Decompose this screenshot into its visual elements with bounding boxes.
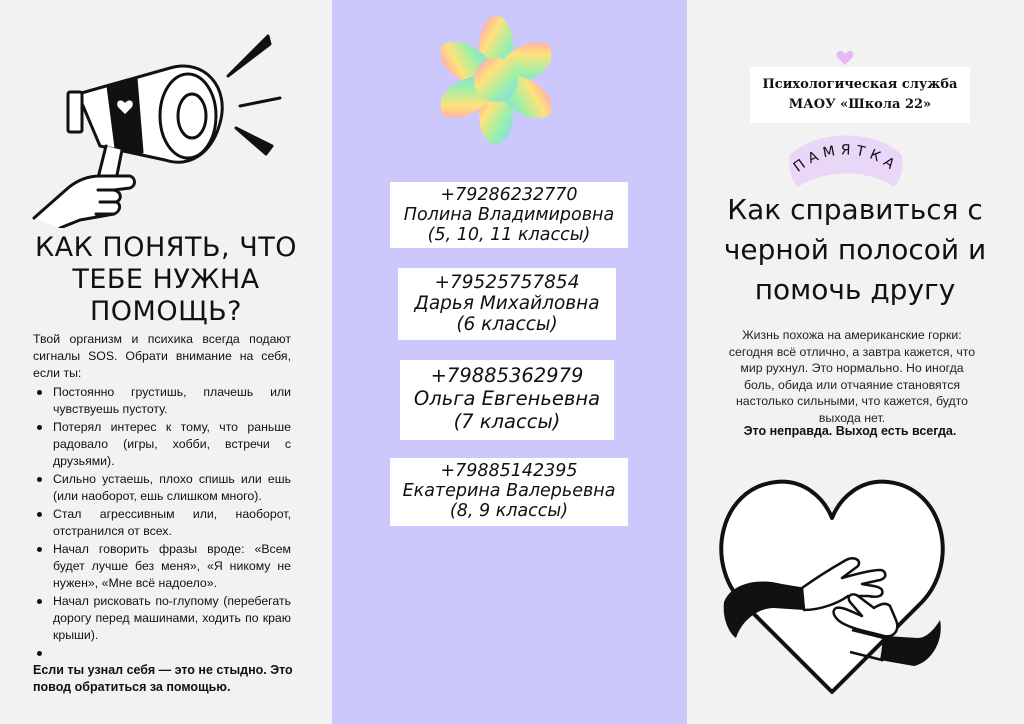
contact-name: Екатерина Валерьевна [402, 481, 616, 501]
list-item: Стал агрессивным или, наоборот, отстранился от всех. [33, 506, 291, 540]
list-item-empty [33, 645, 291, 662]
list-item: Сильно устаешь, плохо спишь или ешь (или наоборот, ешь слишком много). [33, 471, 291, 505]
list-item: Начал рисковать по-глупому (перебегать дорогу перед машинами, ходить по краю крыши). [33, 593, 291, 644]
right-heading-line-3: помочь другу [754, 273, 956, 306]
contact-name: Полина Владимировна [403, 205, 615, 225]
left-heading-line-1: КАК ПОНЯТЬ, ЧТО [35, 232, 297, 263]
sos-signs-list [33, 384, 291, 663]
contact-card [390, 182, 628, 248]
service-label [750, 67, 970, 123]
contact-card [398, 268, 616, 340]
right-description: Жизнь похожа на американские горки: сегодня всё отлично, а завтра кажется, что мир рухнул. Это нормально. Но иногда боль, обида или отчаяние становятся настолько сильными, что кажется, будто выхода нет. [728, 328, 976, 425]
contact-phone[interactable]: +79286232770 [440, 185, 578, 205]
right-heading-line-2: черной полосой и [723, 233, 987, 266]
flower-icon [441, 16, 551, 144]
right-heading-line-1: Как справиться с [727, 193, 983, 226]
contact-name: Ольга Евгеньевна [413, 387, 601, 410]
megaphone-icon [30, 28, 290, 228]
pamyatka-badge [786, 135, 906, 193]
left-closing-text: Если ты узнал себя — это не стыдно. Это повод обратиться за помощью. [33, 663, 293, 694]
right-heading [692, 190, 1018, 310]
list-item: Постоянно грустишь, плачешь или чувствуешь пустоту. [33, 384, 291, 418]
service-line-2: МАОУ «Школа 22» [788, 97, 932, 112]
list-item: Начал говорить фразы вроде: «Всем будет лучше без меня», «Я никому не нужен», «Мне всё надоело». [33, 541, 291, 592]
left-heading [18, 232, 314, 328]
contact-card [400, 360, 614, 440]
left-heading-line-2: ТЕБЕ НУЖНА [72, 264, 260, 295]
service-line-1: Психологическая служба [762, 77, 958, 92]
list-item: Потерял интерес к тому, что раньше радовало (игры, хобби, встречи с друзьями). [33, 419, 291, 470]
contact-phone[interactable]: +79885142395 [440, 461, 578, 481]
contact-phone[interactable]: +79885362979 [430, 364, 584, 387]
contact-classes: (7 классы) [453, 410, 561, 433]
contact-card [390, 458, 628, 526]
contact-classes: (5, 10, 11 классы) [427, 225, 591, 245]
right-bold-statement: Это неправда. Выход есть всегда. [743, 424, 957, 438]
heart-hands-icon [712, 470, 952, 700]
contact-phone[interactable]: +79525757854 [434, 272, 580, 293]
contact-classes: (8, 9 классы) [449, 501, 569, 521]
badge-text: ПАМЯТКА [790, 142, 902, 176]
contact-name: Дарья Михайловна [414, 293, 600, 314]
heart-icon [836, 50, 854, 66]
left-intro-text: Твой организм и психика всегда подают сигналы SOS. Обрати внимание на себя, если ты: [33, 332, 291, 380]
contact-classes: (6 классы) [456, 314, 558, 335]
left-heading-line-3: ПОМОЩЬ? [90, 296, 242, 327]
